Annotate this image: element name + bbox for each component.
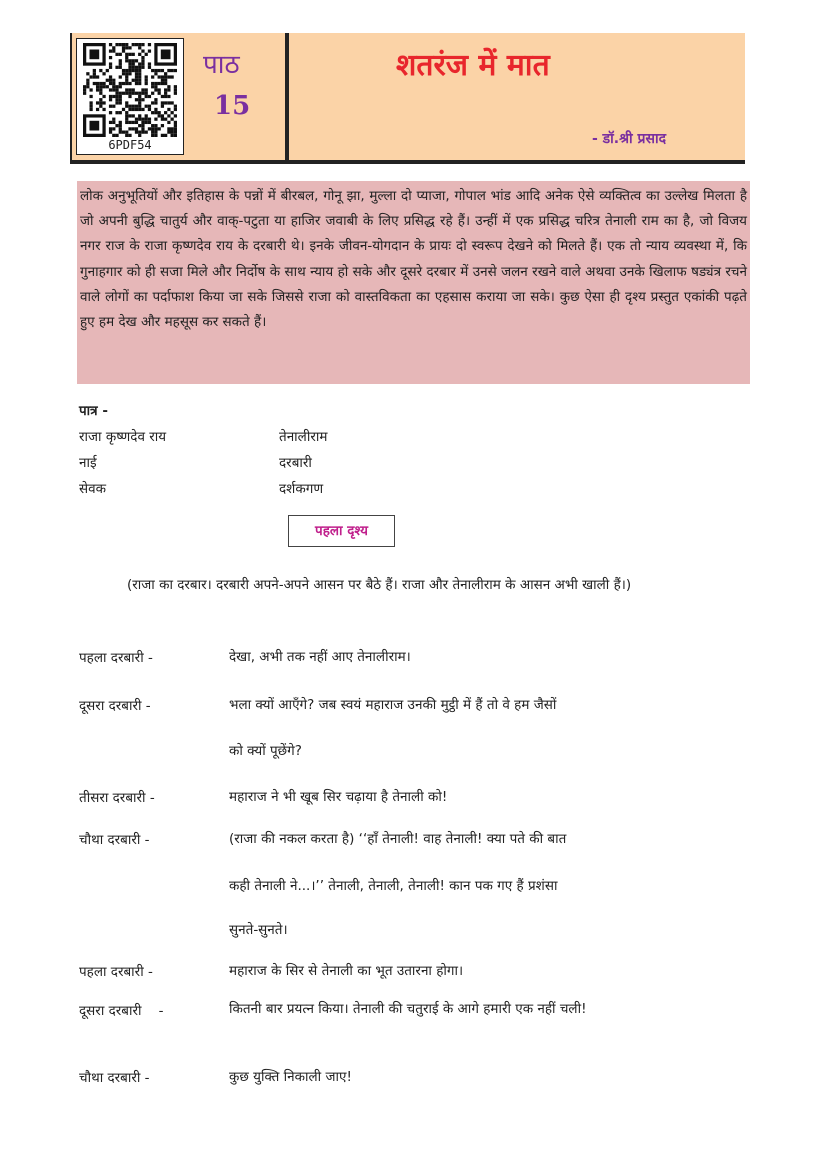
speaker-name: चौथा दरबारी - <box>79 1070 150 1086</box>
header-divider <box>285 33 289 160</box>
qr-code-box <box>76 38 184 155</box>
dialogue-line: महाराज के सिर से तेनाली का भूत उतारना होगा। <box>229 963 464 979</box>
dialogue-line: कितनी बार प्रयत्न किया। तेनाली की चतुराई के आगे हमारी एक नहीं चली! <box>229 1001 587 1017</box>
qr-code-icon <box>83 43 177 137</box>
speaker-name: चौथा दरबारी - <box>79 832 150 848</box>
dialogue-line: कही तेनाली ने...।’’ तेनाली, तेनाली, तेनाली! कान पक गए हैं प्रशंसा <box>229 878 558 894</box>
dialogue-line: (राजा की नकल करता है) ‘‘हाँ तेनाली! वाह तेनाली! क्या पते की बात <box>229 831 567 847</box>
characters-heading: पात्र - <box>79 403 108 419</box>
speaker-name: तीसरा दरबारी - <box>79 790 155 806</box>
intro-box <box>77 181 750 384</box>
speaker-name: पहला दरबारी - <box>79 964 153 980</box>
dialogue-line: भला क्यों आएँगे? जब स्वयं महाराज उनकी मुट्ठी में हैं तो वे हम जैसों <box>229 697 557 713</box>
dialogue-line: देखा, अभी तक नहीं आए तेनालीराम। <box>229 649 411 665</box>
speaker-name: दूसरा दरबारी - <box>79 1003 164 1019</box>
dialogue-line: कुछ युक्ति निकाली जाए! <box>229 1069 352 1085</box>
character-name: राजा कृष्णदेव राय <box>79 429 167 445</box>
speaker-name: दूसरा दरबारी - <box>79 698 151 714</box>
intro-paragraph: लोक अनुभूतियों और इतिहास के पन्नों में बीरबल, गोनू झा, मुल्ला दो प्याजा, गोपाल भांड आदि अनेक ऐसे व्यक्तित्व का उल्लेख मिलता है जो अपनी बुद्धि चातुर्य और वाक्-पटुता या हाजिर जवाबी के लिए प्रसिद्ध रहे हैं। उन्हीं में एक प्रसिद्ध चरित्र तेनाली राम का है, जो विजय नगर राज के राजा कृष्णदेव राय के दरबारी थे। इनके जीवन-योगदान के प्रायः दो स्वरूप देखने को मिलते हैं। एक तो न्याय व्यवस्था में, कि गुनाहगार को ही सजा मिले और निर्दोष के साथ न्याय हो सके और दूसरे दरबार में उनसे जलन रखने वाले अथवा उनके खिलाफ षड्यंत्र रचने वाले लोगों का पर्दाफाश किया जा सके जिससे राजा को वास्तविकता का एहसास कराया जा सके। कुछ ऐसा ही दृश्य प्रस्तुत एकांकी पढ़ते हुए हम देख और महसूस कर सकते हैं। <box>80 188 747 331</box>
character-name: दरबारी <box>279 455 312 471</box>
dialogue-line: सुनते-सुनते। <box>229 922 288 938</box>
character-name: नाई <box>79 455 97 471</box>
speaker-name: पहला दरबारी - <box>79 650 153 666</box>
qr-code-label: 6PDF54 <box>108 138 152 152</box>
page-title: शतरंज में मात <box>396 48 550 83</box>
lesson-number: 15 <box>214 91 251 121</box>
character-name: तेनालीराम <box>279 429 328 445</box>
lesson-label: पाठ <box>203 50 240 80</box>
lesson-header <box>70 33 745 164</box>
dialogue-line: को क्यों पूछेंगे? <box>229 743 302 759</box>
character-name: सेवक <box>79 481 106 497</box>
dialogue-line: महाराज ने भी खूब सिर चढ़ाया है तेनाली को! <box>229 789 448 805</box>
stage-direction: (राजा का दरबार। दरबारी अपने-अपने आसन पर बैठे हैं। राजा और तेनालीराम के आसन अभी खाली हैं।) <box>127 577 632 593</box>
scene-label: पहला दृश्य <box>288 515 395 547</box>
author-name: - डॉ.श्री प्रसाद <box>592 131 667 147</box>
character-name: दर्शकगण <box>279 481 324 497</box>
